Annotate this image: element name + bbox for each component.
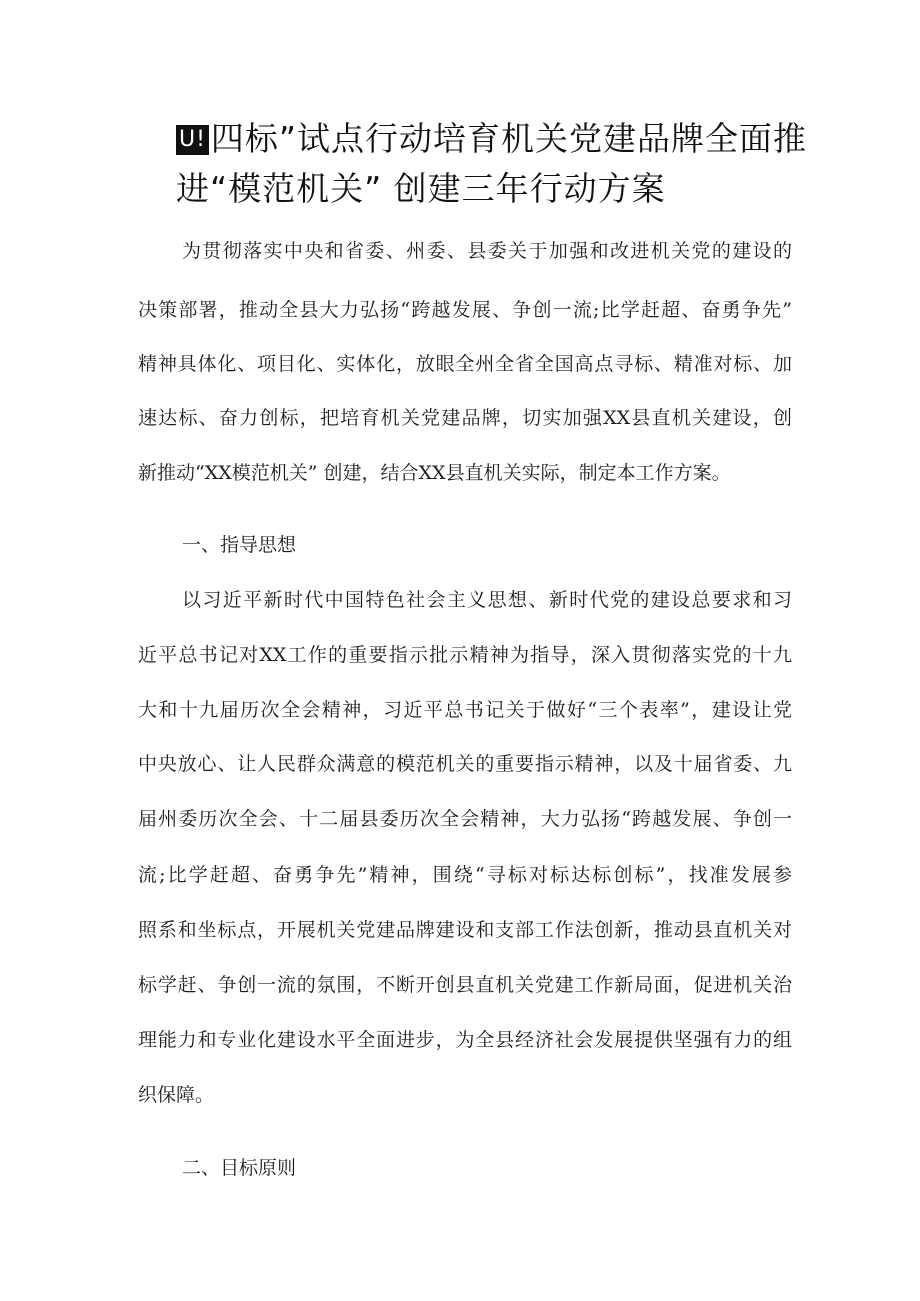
intro-line: 为贯彻落实中央和省委、州委、县委关于加强和改进机关党的建设的 <box>182 240 792 262</box>
section1-line: 近平总书记对XX工作的重要指示批示精神为指导，深入贯彻落实党的十九 <box>138 644 792 666</box>
intro-line: 速达标、奋力创标，把培育机关党建品牌，切实加强XX县直机关建设，创 <box>138 407 792 429</box>
intro-line: 精神具体化、项目化、实体化，放眼全州全省全国高点寻标、精准对标、加 <box>138 353 792 375</box>
section1-line: 理能力和专业化建设水平全面进步，为全县经济社会发展提供坚强有力的组 <box>138 1029 792 1051</box>
title-garbled-mark: U! <box>176 125 209 155</box>
document-title-line-1 <box>176 119 807 159</box>
section-heading-guiding-ideology: 一、指导思想 <box>182 534 297 556</box>
section1-line: 中央放心、让人民群众满意的模范机关的重要指示精神，以及十届省委、九 <box>138 753 792 775</box>
section1-line: 流;比学赶超、奋勇争先”精神，围绕“寻标对标达标创标”，找准发展参 <box>138 864 792 886</box>
document-title-line-2: 进“模范机关” 创建三年行动方案 <box>176 169 666 208</box>
section-heading-goals-principles: 二、目标原则 <box>182 1157 297 1179</box>
section1-line: 大和十九届历次全会精神，习近平总书记关于做好“三个表率”，建设让党 <box>138 699 792 721</box>
section1-line: 以习近平新时代中国特色社会主义思想、新时代党的建设总要求和习 <box>182 589 792 611</box>
intro-line: 新推动“XX模范机关” 创建，结合XX县直机关实际，制定本工作方案。 <box>138 462 731 484</box>
section1-line: 照系和坐标点，开展机关党建品牌建设和支部工作法创新，推动县直机关对 <box>138 919 792 941</box>
section1-line: 标学赶、争创一流的氛围，不断开创县直机关党建工作新局面，促进机关治 <box>138 974 792 996</box>
title-text-1: 四标”试点行动培育机关党建品牌全面推 <box>210 119 808 158</box>
intro-line: 决策部署，推动全县大力弘扬“跨越发展、争创一流;比学赶超、奋勇争先” <box>138 299 792 321</box>
section1-line: 织保障。 <box>138 1084 215 1106</box>
section1-line: 届州委历次全会、十二届县委历次全会精神，大力弘扬“跨越发展、争创一 <box>138 808 792 830</box>
